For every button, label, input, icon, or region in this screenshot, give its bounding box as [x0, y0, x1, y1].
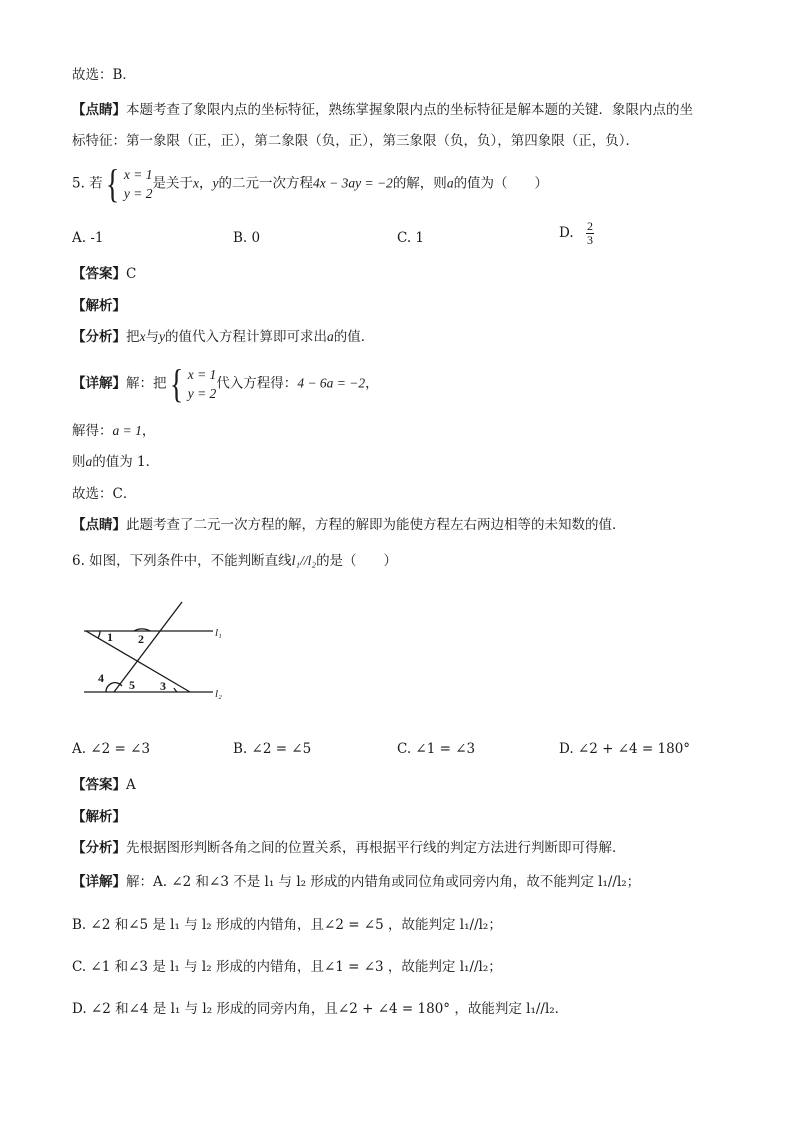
section-tag: 【答案】 [72, 266, 126, 282]
equation-system [167, 361, 217, 406]
brace-glyph: { [169, 361, 183, 406]
answer-6 [72, 776, 136, 794]
math-var: x [139, 329, 146, 344]
system-row: y = 2 [187, 386, 217, 401]
system-row: x = 1 [187, 367, 217, 382]
analysis-5 [72, 328, 374, 346]
math-var: y [212, 175, 219, 191]
text-line [72, 422, 155, 440]
section-tag: 【点睛】 [72, 102, 126, 118]
system-row: x = 1 [123, 167, 153, 182]
option-c: C. 1 [397, 230, 425, 246]
text-span: 代入方程得： [216, 375, 298, 392]
text-span: 故选：B． [72, 67, 136, 83]
text-line [72, 66, 136, 84]
section-tag: 【详解】 [72, 874, 126, 890]
text-span: 的值为（ ） [453, 175, 549, 192]
answer-5 [72, 265, 136, 283]
text-line [72, 101, 693, 119]
text-span: 与 [145, 329, 159, 345]
text-span: 的是（ ） [316, 553, 398, 569]
text-span: 本题考查了象限内点的坐标特征，熟练掌握象限内点的坐标特征是解本题的关键．象限内点的坐 [126, 102, 693, 118]
transversal-1 [114, 602, 182, 692]
analysis-6 [72, 839, 626, 857]
angle-1-arc [98, 631, 100, 638]
text-span: 的值代入方程计算即可求出 [165, 329, 327, 345]
math-var: a [446, 175, 454, 191]
option-a: A. -1 [72, 230, 104, 246]
text-span: C. ∠1 和∠3 是 l₁ 与 l₂ 形成的内错角，且∠1 = ∠3 ，故能判定 l₁//l₂； [72, 959, 502, 975]
text-line [72, 516, 626, 534]
denominator: 3 [586, 233, 593, 247]
label-angle-5: 5 [129, 678, 135, 692]
detail-6 [72, 873, 640, 891]
label-angle-1: 1 [107, 630, 113, 644]
option-d: D. ∠2 + ∠4 = 180° [559, 741, 691, 757]
brace-glyph: { [105, 161, 119, 206]
text-span: 标特征：第一象限（正，正），第二象限（负，正），第三象限（负，负），第四象限（正，负）． [72, 133, 639, 149]
text-line [72, 1000, 568, 1018]
math-var: y [159, 329, 165, 344]
text-span: 故选：C． [72, 486, 137, 502]
option-d [559, 220, 594, 247]
detail-5 [72, 361, 379, 406]
text-span: 的值． [333, 329, 375, 345]
math-equation: 4 − 6a = −2 [297, 375, 366, 391]
text-span: ， [141, 423, 156, 439]
text-line [72, 916, 502, 934]
label-angle-4: 4 [98, 671, 104, 685]
fraction [586, 220, 594, 247]
text-span: 先根据图形判断各角之间的位置关系，再根据平行线的判定方法进行判断即可得解． [126, 840, 626, 856]
math-var: a [85, 454, 93, 469]
text-span: 则 [72, 454, 86, 470]
text-span: 此题考查了二元一次方程的解，方程的解即为能使方程左右两边相等的未知数的值． [126, 517, 626, 533]
option-a: A. ∠2 = ∠3 [72, 741, 151, 757]
math-var: x [192, 175, 199, 191]
parallel-lines-figure [78, 596, 238, 706]
math-relation: l₁//l₂ [291, 553, 317, 568]
label-l2: l₂ [215, 688, 222, 700]
section-tag: 【答案】 [72, 777, 126, 793]
option-c: C. ∠1 = ∠3 [397, 741, 476, 757]
option-b: B. 0 [233, 230, 261, 246]
section-tag: 【分析】 [72, 840, 126, 856]
text-span: 解得： [72, 423, 113, 439]
text-span: C [126, 266, 137, 282]
section-tag: 【分析】 [72, 329, 126, 345]
text-line [72, 958, 502, 976]
text-span: A [126, 777, 136, 793]
text-span: D. ∠2 和∠4 是 l₁ 与 l₂ 形成的同旁内角，且∠2 + ∠4 = 180° ，故能判定 l₁//l₂． [72, 1001, 569, 1017]
equation-system [103, 161, 153, 206]
section-tag: 【详解】 [72, 375, 126, 392]
text-span: 6. 如图，下列条件中，不能判断直线 [72, 553, 292, 569]
label-l1: l₁ [215, 627, 222, 639]
angle-4-arc [106, 683, 122, 692]
section-tag: 【解析】 [72, 298, 126, 314]
math-equation: a = 1 [112, 423, 142, 438]
option-b: B. ∠2 = ∠5 [233, 741, 312, 757]
text-line [72, 485, 136, 503]
text-span: B. ∠2 和∠5 是 l₁ 与 l₂ 形成的内错角，且∠2 = ∠5 ，故能判定 l₁//l₂； [72, 917, 502, 933]
question-5 [72, 161, 549, 206]
text-line [72, 453, 159, 471]
label-angle-3: 3 [160, 679, 166, 693]
math-equation: 4x − 3ay = −2 [312, 175, 393, 191]
text-span: 把 [126, 329, 140, 345]
text-span: ， [198, 175, 213, 192]
text-span: 的二元一次方程 [218, 175, 313, 192]
section-tag: 【解析】 [72, 809, 126, 825]
text-span: 解：A. ∠2 和∠3 不是 l₁ 与 l₂ 形成的内错角或同位角或同旁内角，故不能判定 l₁//l₂； [126, 874, 641, 890]
text-span: 5. 若 [72, 175, 103, 192]
question-6 [72, 552, 397, 570]
math-var: a [327, 329, 334, 344]
analysis-heading [72, 808, 126, 826]
section-tag: 【点睛】 [72, 517, 126, 533]
text-line [72, 132, 639, 150]
numerator: 2 [586, 219, 593, 233]
text-span: D. [559, 225, 574, 241]
analysis-heading [72, 297, 126, 315]
text-span: ， [365, 375, 379, 392]
text-span: 解：把 [126, 375, 167, 392]
text-span: 是关于 [152, 175, 193, 192]
label-angle-2: 2 [138, 632, 144, 646]
text-span: 的值为 1． [92, 454, 160, 470]
text-span: 的解，则 [392, 175, 447, 192]
system-row: y = 2 [123, 186, 153, 201]
